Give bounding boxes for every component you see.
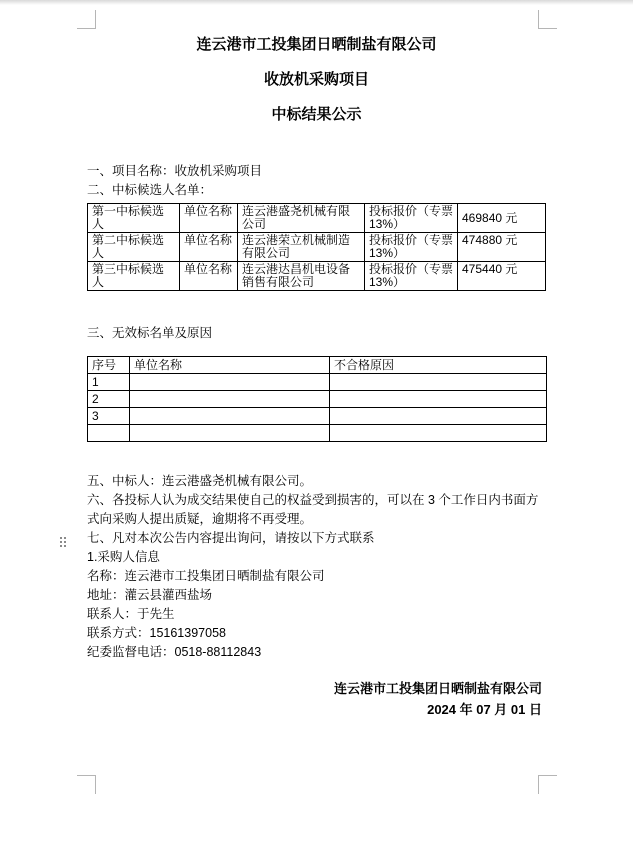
purchaser-address-line: 地址：灌云县灌西盐场 bbox=[87, 588, 213, 602]
company-cell: 连云港荣立机械制造有限公司 bbox=[238, 233, 365, 262]
candidate-row-2 bbox=[88, 233, 546, 262]
unit-label-cell: 单位名称 bbox=[180, 233, 238, 262]
section-item-7: 七、凡对本次公告内容提出询问，请按以下方式联系 bbox=[87, 531, 375, 545]
signature-date: 2024 年 07 月 01 日 bbox=[427, 702, 542, 717]
company-title: 连云港市工投集团日晒制盐有限公司 bbox=[196, 36, 437, 53]
rank-cell: 第二中标候选人 bbox=[88, 233, 180, 262]
section-item-2: 二、中标候选人名单： bbox=[87, 183, 213, 197]
price-label-cell: 投标报价（专票13%） bbox=[365, 204, 458, 233]
candidate-row-1 bbox=[88, 204, 546, 233]
price-cell: 474880 元 bbox=[458, 233, 546, 262]
invalid-bids-table bbox=[87, 356, 547, 442]
section-item-6: 六、各投标人认为成交结果使自己的权益受到损害的，可以在 3 个工作日内书面方式向采购人提出质疑，逾期将不再受理。 bbox=[87, 493, 539, 526]
reason-cell bbox=[330, 408, 547, 425]
signature-block bbox=[87, 678, 546, 720]
seq-cell bbox=[88, 425, 130, 442]
unit-cell bbox=[130, 408, 330, 425]
margin-crop-mark-bottom-left bbox=[77, 775, 96, 794]
reason-cell bbox=[330, 374, 547, 391]
rank-cell: 第一中标候选人 bbox=[88, 204, 180, 233]
invalid-row-3 bbox=[88, 408, 547, 425]
unit-label-cell: 单位名称 bbox=[180, 204, 238, 233]
invalid-row-2 bbox=[88, 391, 547, 408]
candidates-table bbox=[87, 203, 546, 291]
invalid-table-header-row bbox=[88, 357, 547, 374]
invalid-row-4 bbox=[88, 425, 547, 442]
purchaser-name-line: 名称：连云港市工投集团日晒制盐有限公司 bbox=[87, 569, 325, 583]
section-item-5: 五、中标人：连云港盛尧机械有限公司。 bbox=[87, 474, 313, 488]
document-body bbox=[87, 0, 546, 720]
reason-cell bbox=[330, 391, 547, 408]
rank-cell: 第三中标候选人 bbox=[88, 262, 180, 291]
invalid-row-1 bbox=[88, 374, 547, 391]
unit-cell bbox=[130, 374, 330, 391]
announcement-title: 中标结果公示 bbox=[271, 106, 362, 123]
section-item-1: 一、项目名称：收放机采购项目 bbox=[87, 164, 263, 178]
contact-phone-line: 联系方式：15161397058 bbox=[87, 626, 226, 640]
header-seq-cell: 序号 bbox=[88, 357, 130, 374]
seq-cell: 3 bbox=[88, 408, 130, 425]
margin-crop-mark-bottom-right bbox=[538, 775, 557, 794]
header-reason-cell: 不合格原因 bbox=[330, 357, 547, 374]
contact-person-line: 联系人：于先生 bbox=[87, 607, 175, 621]
reason-cell bbox=[330, 425, 547, 442]
unit-cell bbox=[130, 391, 330, 408]
candidate-row-3 bbox=[88, 262, 546, 291]
unit-cell bbox=[130, 425, 330, 442]
price-label-cell: 投标报价（专票13%） bbox=[365, 262, 458, 291]
signature-company: 连云港市工投集团日晒制盐有限公司 bbox=[333, 681, 542, 696]
price-cell: 475440 元 bbox=[458, 262, 546, 291]
price-label-cell: 投标报价（专票13%） bbox=[365, 233, 458, 262]
supervision-phone-line: 纪委监督电话：0518-88112843 bbox=[87, 645, 262, 659]
header-unit-cell: 单位名称 bbox=[130, 357, 330, 374]
seq-cell: 2 bbox=[88, 391, 130, 408]
unit-label-cell: 单位名称 bbox=[180, 262, 238, 291]
company-cell: 连云港盛尧机械有限公司 bbox=[238, 204, 365, 233]
company-cell: 连云港达昌机电设备销售有限公司 bbox=[238, 262, 365, 291]
project-title: 收放机采购项目 bbox=[263, 71, 369, 88]
price-cell: 469840 元 bbox=[458, 204, 546, 233]
section-item-3: 三、无效标名单及原因 bbox=[87, 326, 213, 340]
seq-cell: 1 bbox=[88, 374, 130, 391]
purchaser-info-heading: 1.采购人信息 bbox=[87, 550, 160, 564]
paragraph-anchor-icon bbox=[60, 537, 66, 547]
